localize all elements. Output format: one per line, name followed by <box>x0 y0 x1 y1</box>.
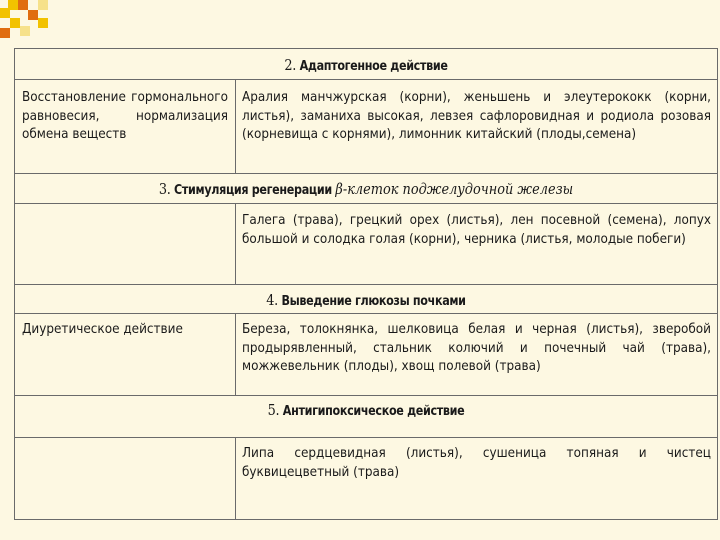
action-cell: Диуретическое действие <box>22 322 183 337</box>
remedies-table <box>14 48 718 520</box>
plants-cell: Липа сердцевидная (листья), сушеница топяная и чистец буквицецветный (трава) <box>242 446 711 480</box>
section-header-regeneration: 3. Стимуляция регенерации β-клеток поджелудочной железы <box>158 180 574 198</box>
section-title-tail: β-клеток поджелудочной железы <box>335 180 574 198</box>
section-title: Стимуляция регенерации <box>174 183 332 198</box>
section-header-glucose-excretion: 4. Выведение глюкозы почками <box>266 291 466 309</box>
corner-decoration <box>0 0 60 40</box>
section-header-antihypoxic: 5. Антигипоксическое действие <box>267 401 465 419</box>
section-header-adaptogenic: 2. Адаптогенное действие <box>284 56 448 74</box>
plants-cell: Галега (трава), грецкий орех (листья), лен посевной (семена), лопух большой и солодка голая (корни), черника (листья, молодые побеги) <box>242 213 711 247</box>
plants-cell: Береза, толокнянка, шелковица белая и черная (листья), зверобой продырявленный, стальник колючий и почечный чай (трава), можжевельник (плоды), хвощ полевой (трава) <box>242 322 711 374</box>
plants-cell: Аралия манчжурская (корни), женьшень и элеутерококк (корни, листья), заманиха высокая, левзея сафлоровидная и родиола розовая (корневища с корнями), лимонник китайский (плоды,семена) <box>242 90 711 142</box>
section-title: Адаптогенное действие <box>299 59 448 74</box>
action-cell: Восстановление гормонального равновесия, нормализация обмена веществ <box>22 90 228 142</box>
section-title: Выведение глюкозы почками <box>281 294 466 309</box>
section-title: Антигипоксическое действие <box>282 404 465 419</box>
